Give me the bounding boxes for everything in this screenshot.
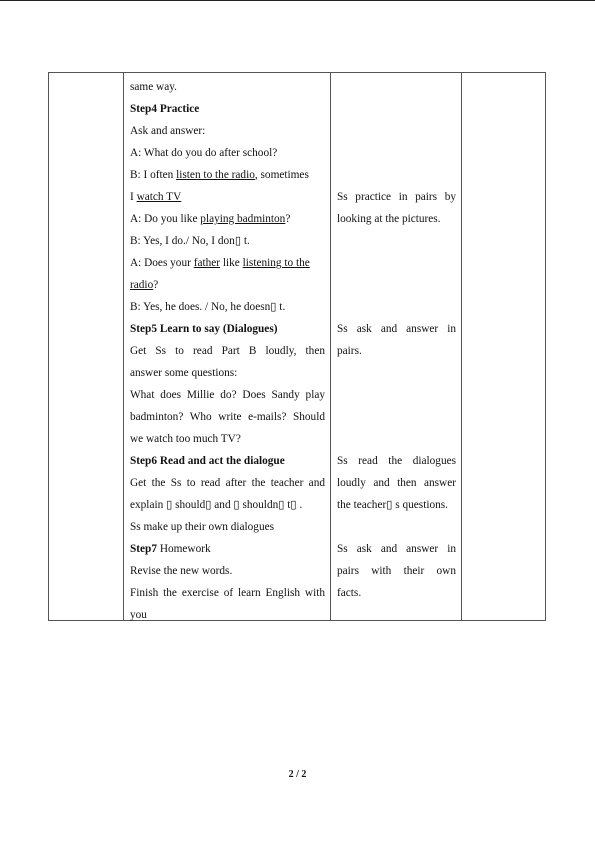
text-run: A: What do you do after school? bbox=[130, 147, 278, 159]
activity-line: Ss ask and answer in bbox=[337, 543, 456, 555]
procedure-line bbox=[130, 472, 325, 494]
procedure-line bbox=[130, 164, 309, 186]
underlined-phrase: radio bbox=[130, 279, 154, 291]
underlined-phrase: playing badminton bbox=[200, 213, 286, 225]
top-rule bbox=[0, 0, 595, 1]
activity-line: facts. bbox=[337, 587, 362, 599]
procedure-line bbox=[130, 296, 285, 318]
underlined-phrase: watch TV bbox=[136, 191, 182, 203]
text-run: you bbox=[130, 609, 147, 621]
activity-line: loudly and then answer bbox=[337, 477, 456, 489]
procedure-line bbox=[130, 538, 211, 560]
text-run: A: Do you like bbox=[130, 213, 201, 225]
text-run: Get Ss to read Part B loudly, then bbox=[130, 345, 325, 357]
text-run: ? bbox=[285, 213, 291, 225]
step-heading: Step4 Practice bbox=[130, 103, 200, 115]
text-run: explain ▯ should▯ and ▯ shouldn▯ t▯ . bbox=[130, 499, 303, 511]
procedure-line bbox=[130, 274, 158, 296]
text-run: same way. bbox=[130, 81, 177, 93]
procedure-line bbox=[130, 252, 310, 274]
page-number: 2 / 2 bbox=[288, 769, 307, 780]
procedure-line bbox=[130, 450, 285, 472]
step-heading: Step5 Learn to say (Dialogues) bbox=[130, 323, 278, 335]
procedure-line bbox=[130, 230, 250, 252]
text-run: we watch too much TV? bbox=[130, 433, 241, 445]
activity-line: pairs with their own bbox=[337, 565, 456, 577]
procedure-line bbox=[130, 98, 199, 120]
activity-line: looking at the pictures. bbox=[337, 213, 441, 225]
procedure-line bbox=[130, 560, 232, 582]
activity-line: Ss practice in pairs by bbox=[337, 191, 456, 203]
underlined-phrase: listen to the radio bbox=[176, 169, 255, 181]
step-heading: Step6 Read and act the dialogue bbox=[130, 455, 285, 467]
procedure-line bbox=[130, 186, 181, 208]
text-run: Ask and answer: bbox=[130, 125, 206, 137]
text-run: Get the Ss to read after the teacher and bbox=[130, 477, 325, 489]
procedure-line bbox=[130, 406, 325, 428]
procedure-line bbox=[130, 516, 274, 538]
procedure-line bbox=[130, 318, 277, 340]
text-run: What does Millie do? Does Sandy play bbox=[130, 389, 325, 401]
text-run: Finish the exercise of learn English with bbox=[130, 587, 325, 599]
procedure-line bbox=[130, 428, 241, 450]
text-run: answer some questions: bbox=[130, 367, 238, 379]
column-divider bbox=[330, 73, 331, 620]
procedure-line bbox=[130, 362, 237, 384]
procedure-line bbox=[130, 208, 290, 230]
text-run: like bbox=[220, 257, 243, 269]
procedure-line bbox=[130, 142, 277, 164]
text-run: Ss make up their own dialogues bbox=[130, 521, 275, 533]
underlined-phrase: listening to the bbox=[242, 257, 310, 269]
text-run: Revise the new words. bbox=[130, 565, 233, 577]
column-divider bbox=[123, 73, 124, 620]
text-run: B: I often bbox=[130, 169, 177, 181]
text-run: ? bbox=[153, 279, 159, 291]
text-run: , sometimes bbox=[254, 169, 309, 181]
text-run: I bbox=[130, 191, 137, 203]
text-run: badminton? Who write e-mails? Should bbox=[130, 411, 325, 423]
procedure-line bbox=[130, 340, 325, 362]
procedure-line bbox=[130, 604, 147, 626]
procedure-line bbox=[130, 384, 325, 406]
column-divider bbox=[461, 73, 462, 620]
step-heading: Step7 bbox=[130, 543, 157, 555]
activity-line: pairs. bbox=[337, 345, 362, 357]
text-run: A: Does your bbox=[130, 257, 194, 269]
procedure-line bbox=[130, 494, 302, 516]
activity-line: Ss ask and answer in bbox=[337, 323, 456, 335]
underlined-phrase: father bbox=[193, 257, 221, 269]
procedure-line bbox=[130, 582, 325, 604]
text-run: B: Yes, he does. / No, he doesn▯ t. bbox=[130, 301, 286, 313]
lesson-table bbox=[48, 72, 546, 621]
activity-line: Ss read the dialogues bbox=[337, 455, 456, 467]
text-run: B: Yes, I do./ No, I don▯ t. bbox=[130, 235, 250, 247]
procedure-line bbox=[130, 120, 205, 142]
text-run: Homework bbox=[157, 543, 211, 555]
activity-line: the teacher▯ s questions. bbox=[337, 499, 448, 511]
procedure-line bbox=[130, 76, 177, 98]
